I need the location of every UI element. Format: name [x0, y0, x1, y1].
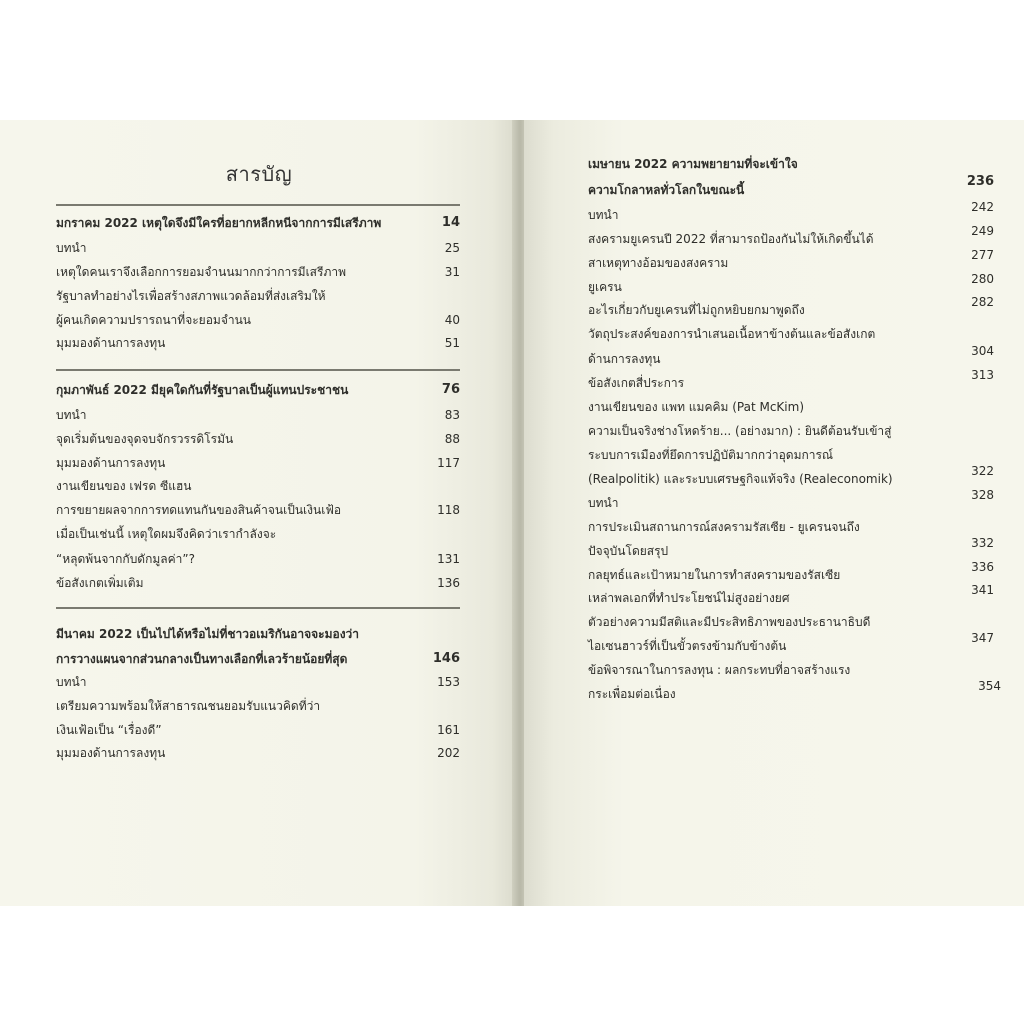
toc-entry: บทนำ: [588, 208, 619, 222]
toc-chapter-title: การวางแผนจากส่วนกลางเป็นทางเลือกที่เลวร้ายน้อยที่สุด: [56, 652, 348, 666]
toc-entry: เตรียมความพร้อมให้สาธารณชนยอมรับแนวคิดที่ว่า: [56, 699, 321, 713]
toc-page-number: 280: [971, 272, 994, 286]
left-page: [0, 120, 518, 906]
toc-entry: เมื่อเป็นเช่นนี้ เหตุใดผมจึงคิดว่าเรากำลังจะ: [56, 527, 277, 541]
toc-entry: ข้อสังเกตเพิ่มเติม: [56, 576, 144, 590]
toc-entry: ไอเซนฮาวร์ที่เป็นขั้วตรงข้ามกับข้างต้น: [588, 639, 787, 653]
toc-entry: มุมมองด้านการลงทุน: [56, 456, 166, 470]
toc-page-number: 249: [971, 224, 994, 238]
toc-entry: จุดเริ่มต้นของจุดจบจักรวรรดิโรมัน: [56, 432, 234, 446]
toc-entry: งานเขียนของ เฟรด ซีแฮน: [56, 479, 192, 493]
toc-entry: สงครามยูเครนปี 2022 ที่สามารถป้องกันไม่ให้เกิดขึ้นได้: [588, 232, 874, 246]
right-page: [524, 120, 1024, 906]
toc-entry: ความเป็นจริงช่างโหดร้าย... (อย่างมาก) : ยินดีต้อนรับเข้าสู่: [588, 424, 892, 438]
toc-page-number: 31: [444, 265, 460, 279]
toc-page-number: 131: [437, 552, 460, 566]
toc-entry: มุมมองด้านการลงทุน: [56, 336, 166, 350]
toc-entry: เหตุใดคนเราจึงเลือกการยอมจำนนมากกว่าการมีเสรีภาพ: [56, 265, 347, 279]
toc-chapter-title: มีนาคม 2022 เป็นไปได้หรือไม่ที่ชาวอเมริกันอาจจะมองว่า: [56, 627, 360, 641]
toc-chapter-title: กุมภาพันธ์ 2022 มียุคใดกันที่รัฐบาลเป็นผู้แทนประชาชน: [56, 383, 349, 397]
toc-entry: ระบบการเมืองที่ยึดการปฏิบัติมากกว่าอุดมการณ์: [588, 448, 834, 462]
toc-entry: บทนำ: [56, 408, 87, 422]
toc-chapter-title: มกราคม 2022 เหตุใดจึงมีใครที่อยากหลีกหนีจากการมีเสรีภาพ: [56, 216, 382, 230]
toc-entry: บทนำ: [56, 675, 87, 689]
toc-page-number: 83: [444, 408, 460, 422]
toc-entry: ด้านการลงทุน: [588, 352, 661, 366]
divider: [56, 369, 460, 371]
toc-page-number: 354: [978, 679, 1001, 693]
toc-chapter-title: เมษายน 2022 ความพยายามที่จะเข้าใจ: [588, 157, 798, 171]
toc-page-number: 347: [971, 631, 994, 645]
toc-entry: บทนำ: [588, 496, 619, 510]
toc-entry: วัตถุประสงค์ของการนำเสนอเนื้อหาข้างต้นและข้อสังเกต: [588, 327, 876, 341]
divider: [56, 607, 460, 609]
toc-page-number: 236: [966, 174, 994, 189]
toc-entry: ตัวอย่างความมีสติและมีประสิทธิภาพของประธานาธิบดี: [588, 615, 871, 629]
toc-page-number: 202: [437, 746, 460, 760]
toc-page-number: 304: [971, 344, 994, 358]
toc-page-number: 51: [444, 336, 460, 350]
toc-page-number: 277: [971, 248, 994, 262]
toc-entry: งานเขียนของ แพท แมคคิม (Pat McKim): [588, 400, 804, 414]
toc-page-number: 153: [437, 675, 460, 689]
toc-page-number: 341: [971, 583, 994, 597]
toc-page-number: 76: [441, 382, 460, 397]
toc-entry: ข้อสังเกตสี่ประการ: [588, 376, 685, 390]
toc-chapter-title: ความโกลาหลทั่วโลกในขณะนี้: [588, 183, 745, 197]
toc-page-number: 118: [437, 503, 460, 517]
toc-page-number: 136: [437, 576, 460, 590]
toc-entry: รัฐบาลทำอย่างไรเพื่อสร้างสภาพแวดล้อมที่ส่งเสริมให้: [56, 289, 326, 303]
toc-page-number: 336: [971, 560, 994, 574]
toc-entry: กลยุทธ์และเป้าหมายในการทำสงครามของรัสเซีย: [588, 568, 841, 582]
toc-page-number: 14: [441, 215, 460, 230]
toc-entry: “หลุดพ้นจากกับดักมูลค่า”?: [56, 552, 195, 566]
toc-page-number: 282: [971, 295, 994, 309]
toc-page-number: 88: [444, 432, 460, 446]
toc-page-number: 242: [971, 200, 994, 214]
toc-entry: มุมมองด้านการลงทุน: [56, 746, 166, 760]
toc-entry: การขยายผลจากการทดแทนกันของสินค้าจนเป็นเงินเฟ้อ: [56, 503, 342, 517]
toc-heading: สารบัญ: [225, 162, 293, 186]
toc-page-number: 161: [437, 723, 460, 737]
toc-entry: การประเมินสถานการณ์สงครามรัสเซีย - ยูเครนจนถึง: [588, 520, 860, 534]
toc-entry: บทนำ: [56, 241, 87, 255]
toc-page-number: 146: [432, 651, 460, 666]
toc-page-number: 313: [971, 368, 994, 382]
toc-entry: กระเพื่อมต่อเนื่อง: [588, 687, 676, 701]
toc-entry: เหล่าพลเอกที่ทำประโยชน์ไม่สูงอย่างยศ: [588, 591, 790, 605]
toc-entry: ยูเครน: [588, 280, 622, 294]
toc-entry: ปัจจุบันโดยสรุป: [588, 544, 669, 558]
toc-page-number: 117: [437, 456, 460, 470]
toc-entry: ผู้คนเกิดความปรารถนาที่จะยอมจำนน: [56, 313, 251, 327]
toc-entry: เงินเฟ้อเป็น “เรื่องดี”: [56, 723, 162, 737]
toc-entry: ข้อพิจารณาในการลงทุน : ผลกระทบที่อาจสร้างแรง: [588, 663, 851, 677]
toc-entry: (Realpolitik) และระบบเศรษฐกิจแท้จริง (Realeconomik): [588, 472, 893, 486]
toc-page-number: 328: [971, 488, 994, 502]
toc-page-number: 40: [444, 313, 460, 327]
toc-entry: อะไรเกี่ยวกับยูเครนที่ไม่ถูกหยิบยกมาพูดถึง: [588, 303, 805, 317]
toc-entry: สาเหตุทางอ้อมของสงคราม: [588, 256, 729, 270]
divider: [56, 204, 460, 206]
toc-page-number: 25: [444, 241, 460, 255]
toc-page-number: 322: [971, 464, 994, 478]
toc-page-number: 332: [971, 536, 994, 550]
